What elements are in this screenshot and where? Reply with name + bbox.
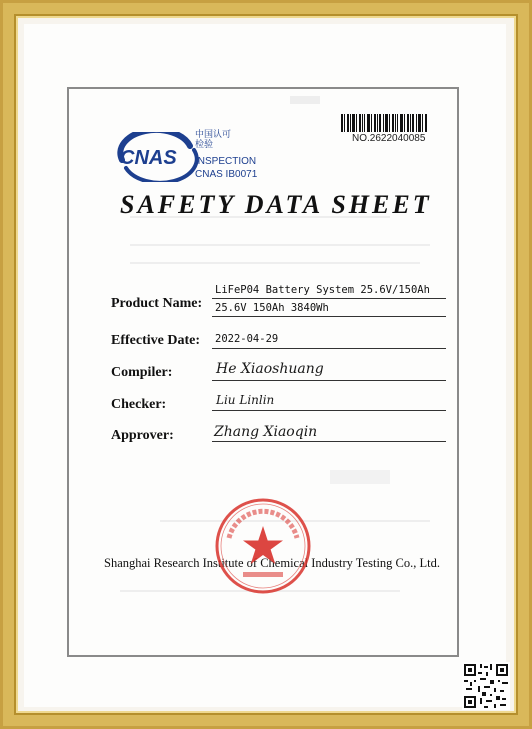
product-name-value-line1: LiFeP04 Battery System 25.6V/150Ah bbox=[215, 284, 430, 296]
effective-date-value: 2022-04-29 bbox=[215, 333, 279, 345]
qr-code bbox=[462, 662, 510, 710]
effective-date-underline bbox=[212, 348, 446, 349]
approver-signature: Zhang Xiaoqin bbox=[214, 424, 318, 440]
cnas-code: CNAS IB0071 bbox=[195, 169, 258, 180]
product-name-label: Product Name: bbox=[111, 296, 203, 311]
product-name-value-line2: 25.6V 150Ah 3840Wh bbox=[215, 302, 329, 314]
institute-name: Shanghai Research Institute of Chemical Industry Testing Co., Ltd. bbox=[104, 556, 440, 570]
certificate-number: NO.2622040085 bbox=[352, 133, 426, 144]
official-seal bbox=[213, 496, 313, 596]
approver-underline bbox=[212, 441, 446, 442]
barcode bbox=[341, 114, 427, 132]
document-title: SAFETY DATA SHEET bbox=[120, 190, 432, 219]
approver-label: Approver: bbox=[111, 428, 174, 443]
cnas-cn-line1: 中国认可 bbox=[195, 130, 232, 140]
compiler-signature: He Xiaoshuang bbox=[216, 361, 324, 377]
checker-underline bbox=[212, 410, 446, 411]
cnas-cn-line2: 检验 bbox=[195, 140, 214, 150]
cnas-cn-text bbox=[195, 130, 231, 150]
checker-signature: Liu Linlin bbox=[216, 393, 275, 407]
cnas-inspection: INSPECTION bbox=[195, 156, 257, 167]
product-name-underline-2 bbox=[212, 316, 446, 317]
product-name-underline bbox=[212, 298, 446, 299]
effective-date-label: Effective Date: bbox=[111, 333, 201, 348]
compiler-underline bbox=[212, 380, 446, 381]
cnas-logo bbox=[112, 132, 206, 182]
compiler-label: Compiler: bbox=[111, 365, 173, 380]
cnas-logo-text: CNAS bbox=[120, 147, 177, 169]
checker-label: Checker: bbox=[111, 397, 167, 412]
